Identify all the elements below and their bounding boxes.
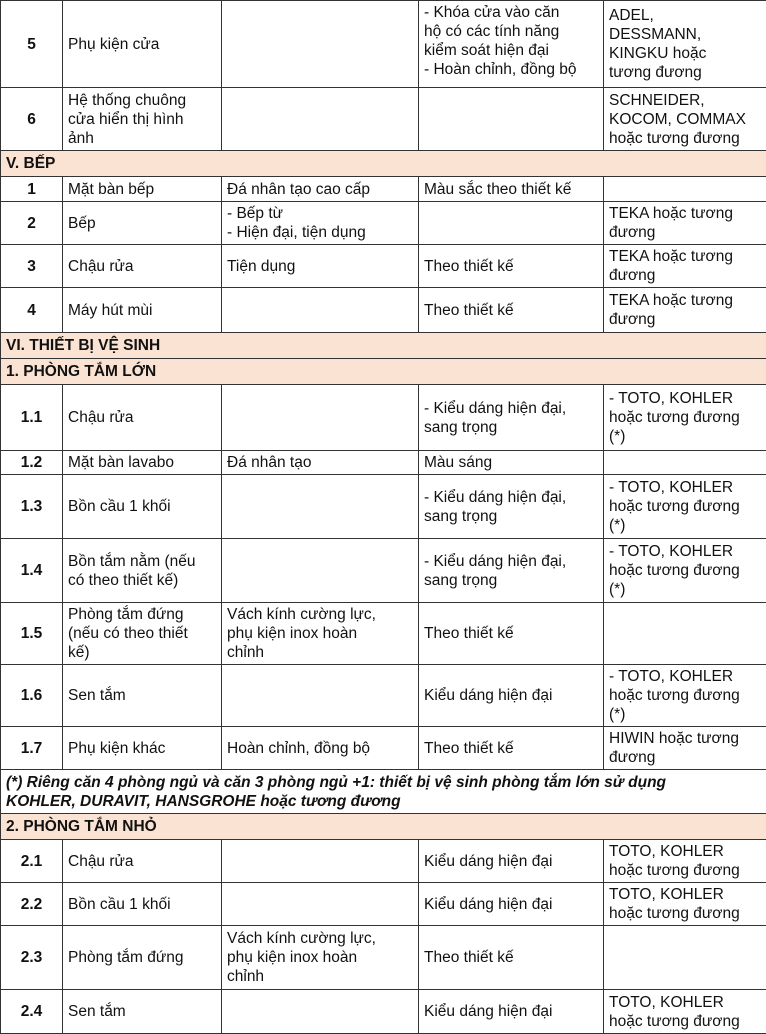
section-title: VI. THIẾT BỊ VỆ SINH	[1, 333, 766, 359]
item-material: Đá nhân tạo cao cấp	[222, 177, 419, 202]
table-row	[1, 451, 766, 475]
item-number: 1.3	[1, 475, 63, 539]
item-number: 1.2	[1, 451, 63, 475]
item-number: 2.3	[1, 926, 63, 990]
item-brand: - TOTO, KOHLER hoặc tương đương (*)	[604, 539, 766, 603]
item-name: Chậu rửa	[63, 245, 222, 288]
item-brand	[604, 177, 766, 202]
item-material	[222, 1, 419, 88]
item-brand: TOTO, KOHLER hoặc tương đương	[604, 990, 766, 1034]
item-material: - Bếp từ - Hiện đại, tiện dụng	[222, 202, 419, 245]
item-spec: Theo thiết kế	[419, 245, 604, 288]
item-brand: ADEL, DESSMANN, KINGKU hoặc tương đương	[604, 1, 766, 88]
item-spec: Kiểu dáng hiện đại	[419, 883, 604, 926]
item-name: Bếp	[63, 202, 222, 245]
table-row	[1, 603, 766, 665]
table-row	[1, 385, 766, 451]
table-row	[1, 990, 766, 1034]
item-material: Vách kính cường lực, phụ kiện inox hoàn chỉnh	[222, 603, 419, 665]
item-name: Sen tắm	[63, 990, 222, 1034]
item-material	[222, 88, 419, 151]
item-number: 1.5	[1, 603, 63, 665]
item-number: 2.4	[1, 990, 63, 1034]
table-row	[1, 665, 766, 727]
item-name: Mặt bàn lavabo	[63, 451, 222, 475]
item-name: Phòng tắm đứng	[63, 926, 222, 990]
item-material	[222, 990, 419, 1034]
item-brand: TOTO, KOHLER hoặc tương đương	[604, 883, 766, 926]
item-material	[222, 840, 419, 883]
item-brand: TEKA hoặc tương đương	[604, 202, 766, 245]
item-material: Tiện dụng	[222, 245, 419, 288]
item-material	[222, 385, 419, 451]
item-spec: Kiểu dáng hiện đại	[419, 840, 604, 883]
item-number: 1.7	[1, 727, 63, 770]
item-name: Hệ thống chuông cửa hiển thị hình ảnh	[63, 88, 222, 151]
item-material	[222, 288, 419, 333]
item-name: Phòng tắm đứng (nếu có theo thiết kế)	[63, 603, 222, 665]
item-name: Phụ kiện khác	[63, 727, 222, 770]
item-name: Mặt bàn bếp	[63, 177, 222, 202]
item-material	[222, 665, 419, 727]
section-header-row	[1, 814, 766, 840]
item-brand	[604, 451, 766, 475]
item-spec: Theo thiết kế	[419, 603, 604, 665]
item-name: Chậu rửa	[63, 385, 222, 451]
item-brand: TEKA hoặc tương đương	[604, 245, 766, 288]
item-material: Hoàn chỉnh, đồng bộ	[222, 727, 419, 770]
item-number: 5	[1, 1, 63, 88]
table-row	[1, 475, 766, 539]
item-brand	[604, 926, 766, 990]
item-spec: - Kiểu dáng hiện đại, sang trọng	[419, 539, 604, 603]
item-brand	[604, 603, 766, 665]
section-title: 2. PHÒNG TẮM NHỎ	[1, 814, 766, 840]
section-header-row	[1, 151, 766, 177]
item-number: 6	[1, 88, 63, 151]
item-brand: - TOTO, KOHLER hoặc tương đương (*)	[604, 385, 766, 451]
item-name: Phụ kiện cửa	[63, 1, 222, 88]
item-spec: - Khóa cửa vào căn hộ có các tính năng kiểm soát hiện đại - Hoàn chỉnh, đồng bộ	[419, 1, 604, 88]
table-row	[1, 727, 766, 770]
table-row	[1, 288, 766, 333]
footnote-row	[1, 770, 766, 814]
item-brand: HIWIN hoặc tương đương	[604, 727, 766, 770]
spec-table-body	[1, 1, 766, 1034]
item-number: 2.1	[1, 840, 63, 883]
item-spec: Kiểu dáng hiện đại	[419, 990, 604, 1034]
item-material	[222, 539, 419, 603]
item-spec: Theo thiết kế	[419, 727, 604, 770]
item-brand: TEKA hoặc tương đương	[604, 288, 766, 333]
item-number: 1.4	[1, 539, 63, 603]
item-number: 4	[1, 288, 63, 333]
item-spec: Kiểu dáng hiện đại	[419, 665, 604, 727]
item-name: Bồn cầu 1 khối	[63, 475, 222, 539]
section-header-row	[1, 359, 766, 385]
footnote-text: (*) Riêng căn 4 phòng ngủ và căn 3 phòng ngủ +1: thiết bị vệ sinh phòng tắm lớn sử dụng KOHLER, DURAVIT, HANSGROHE hoặc tương đương	[1, 770, 766, 814]
item-number: 1	[1, 177, 63, 202]
item-number: 1.1	[1, 385, 63, 451]
item-brand: TOTO, KOHLER hoặc tương đương	[604, 840, 766, 883]
section-title: V. BẾP	[1, 151, 766, 177]
item-brand: SCHNEIDER, KOCOM, COMMAX hoặc tương đương	[604, 88, 766, 151]
section-title: 1. PHÒNG TẮM LỚN	[1, 359, 766, 385]
table-row	[1, 88, 766, 151]
table-row	[1, 840, 766, 883]
item-spec: Màu sắc theo thiết kế	[419, 177, 604, 202]
item-number: 2	[1, 202, 63, 245]
item-number: 2.2	[1, 883, 63, 926]
item-name: Chậu rửa	[63, 840, 222, 883]
item-name: Sen tắm	[63, 665, 222, 727]
table-row	[1, 539, 766, 603]
table-row	[1, 202, 766, 245]
table-row	[1, 1, 766, 88]
table-row	[1, 177, 766, 202]
item-spec: Theo thiết kế	[419, 926, 604, 990]
section-header-row	[1, 333, 766, 359]
item-spec	[419, 202, 604, 245]
item-material	[222, 475, 419, 539]
table-row	[1, 245, 766, 288]
item-name: Bồn tắm nằm (nếu có theo thiết kế)	[63, 539, 222, 603]
table-row	[1, 883, 766, 926]
item-brand: - TOTO, KOHLER hoặc tương đương (*)	[604, 665, 766, 727]
item-brand: - TOTO, KOHLER hoặc tương đương (*)	[604, 475, 766, 539]
item-spec: Màu sáng	[419, 451, 604, 475]
item-material	[222, 883, 419, 926]
item-name: Máy hút mùi	[63, 288, 222, 333]
item-name: Bồn cầu 1 khối	[63, 883, 222, 926]
item-spec: - Kiểu dáng hiện đại, sang trọng	[419, 385, 604, 451]
item-spec: - Kiểu dáng hiện đại, sang trọng	[419, 475, 604, 539]
item-material: Vách kính cường lực, phụ kiện inox hoàn chỉnh	[222, 926, 419, 990]
item-material: Đá nhân tạo	[222, 451, 419, 475]
item-number: 1.6	[1, 665, 63, 727]
item-number: 3	[1, 245, 63, 288]
item-spec	[419, 88, 604, 151]
item-spec: Theo thiết kế	[419, 288, 604, 333]
table-row	[1, 926, 766, 990]
